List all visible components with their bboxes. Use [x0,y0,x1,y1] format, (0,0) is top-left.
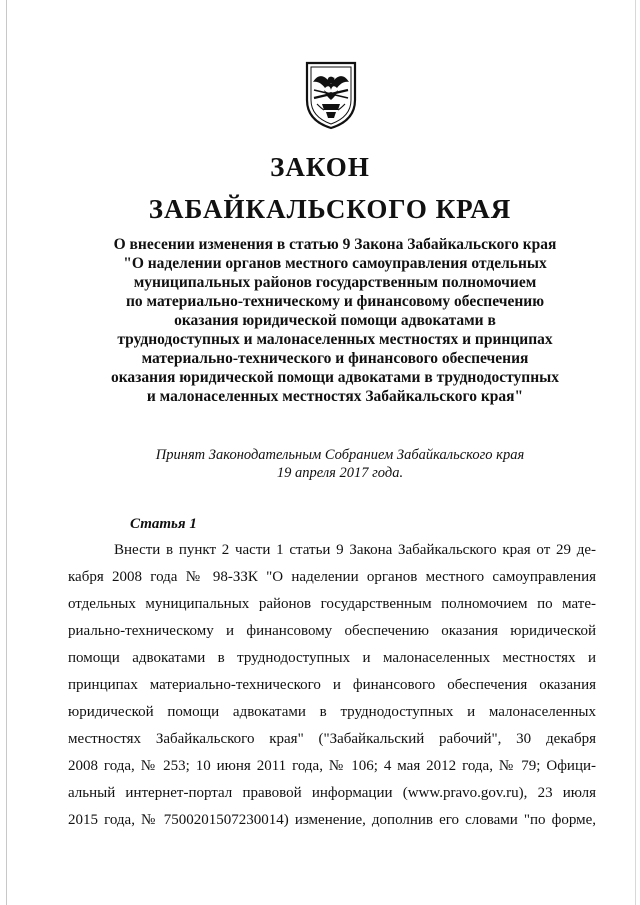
scan-edge-right [635,0,636,905]
subject-line: оказания юридической помощи адвокатами в труднодоступных [110,369,560,386]
subject-line: по материально-техническому и финансовому обеспечению [125,293,545,310]
body-line: отдельных муниципальных районов государственным полномочием по мате- [68,596,596,612]
subject-line: муниципальных районов государственным полномочием [133,274,537,291]
coat-of-arms-icon [304,60,358,130]
subject-line: материально-технического и финансового обеспечения [141,350,529,367]
body-line: принципах материально-технического и финансового обеспечения оказания [68,677,596,693]
law-subject [70,235,600,406]
adoption-date: 19 апреля 2017 года. [276,465,404,481]
subject-line: оказания юридической помощи адвокатами в [174,312,496,329]
issuer-title: ЗАБАЙКАЛЬСКОГО КРАЯ [148,194,512,224]
body-line: 2008 года, № 253; 10 июня 2011 года, № 106; 4 мая 2012 года, № 79; Офици- [68,758,596,774]
body-line: кабря 2008 года № 98-ЗЗК "О наделении органов местного самоуправления [68,569,596,585]
article-heading: Статья 1 [130,516,197,532]
body-line: местностях Забайкальского края" ("Забайкальский рабочий", 30 декабря [68,731,596,747]
subject-line: и малонаселенных местностях Забайкальского края" [146,388,524,405]
article-body [68,537,596,834]
body-line: риально-техническому и финансовому обеспечению оказания юридической [68,623,596,639]
body-line: Внести в пункт 2 части 1 статьи 9 Закона Забайкальского края от 29 де- [114,542,596,558]
adoption-body: Принят Законодательным Собранием Забайкальского края [155,447,525,463]
scan-edge-left [6,0,7,905]
body-line: альный интернет-портал правовой информации (www.pravo.gov.ru), 23 июля [68,785,596,801]
subject-line: "О наделении органов местного самоуправления отдельных [123,255,547,272]
document-type-title: ЗАКОН [270,152,370,182]
subject-line: О внесении изменения в статью 9 Закона Забайкальского края [113,236,557,253]
body-line: 2015 года, № 7500201507230014) изменение, дополнив его словами "по форме, [68,812,596,828]
body-line: юридической помощи адвокатами в труднодоступных и малонаселенных [68,704,596,720]
subject-line: труднодоступных и малонаселенных местностях и принципах [117,331,553,348]
adoption-note [120,446,560,482]
body-line: помощи адвокатами в труднодоступных и малонаселенных местностях и [68,650,596,666]
